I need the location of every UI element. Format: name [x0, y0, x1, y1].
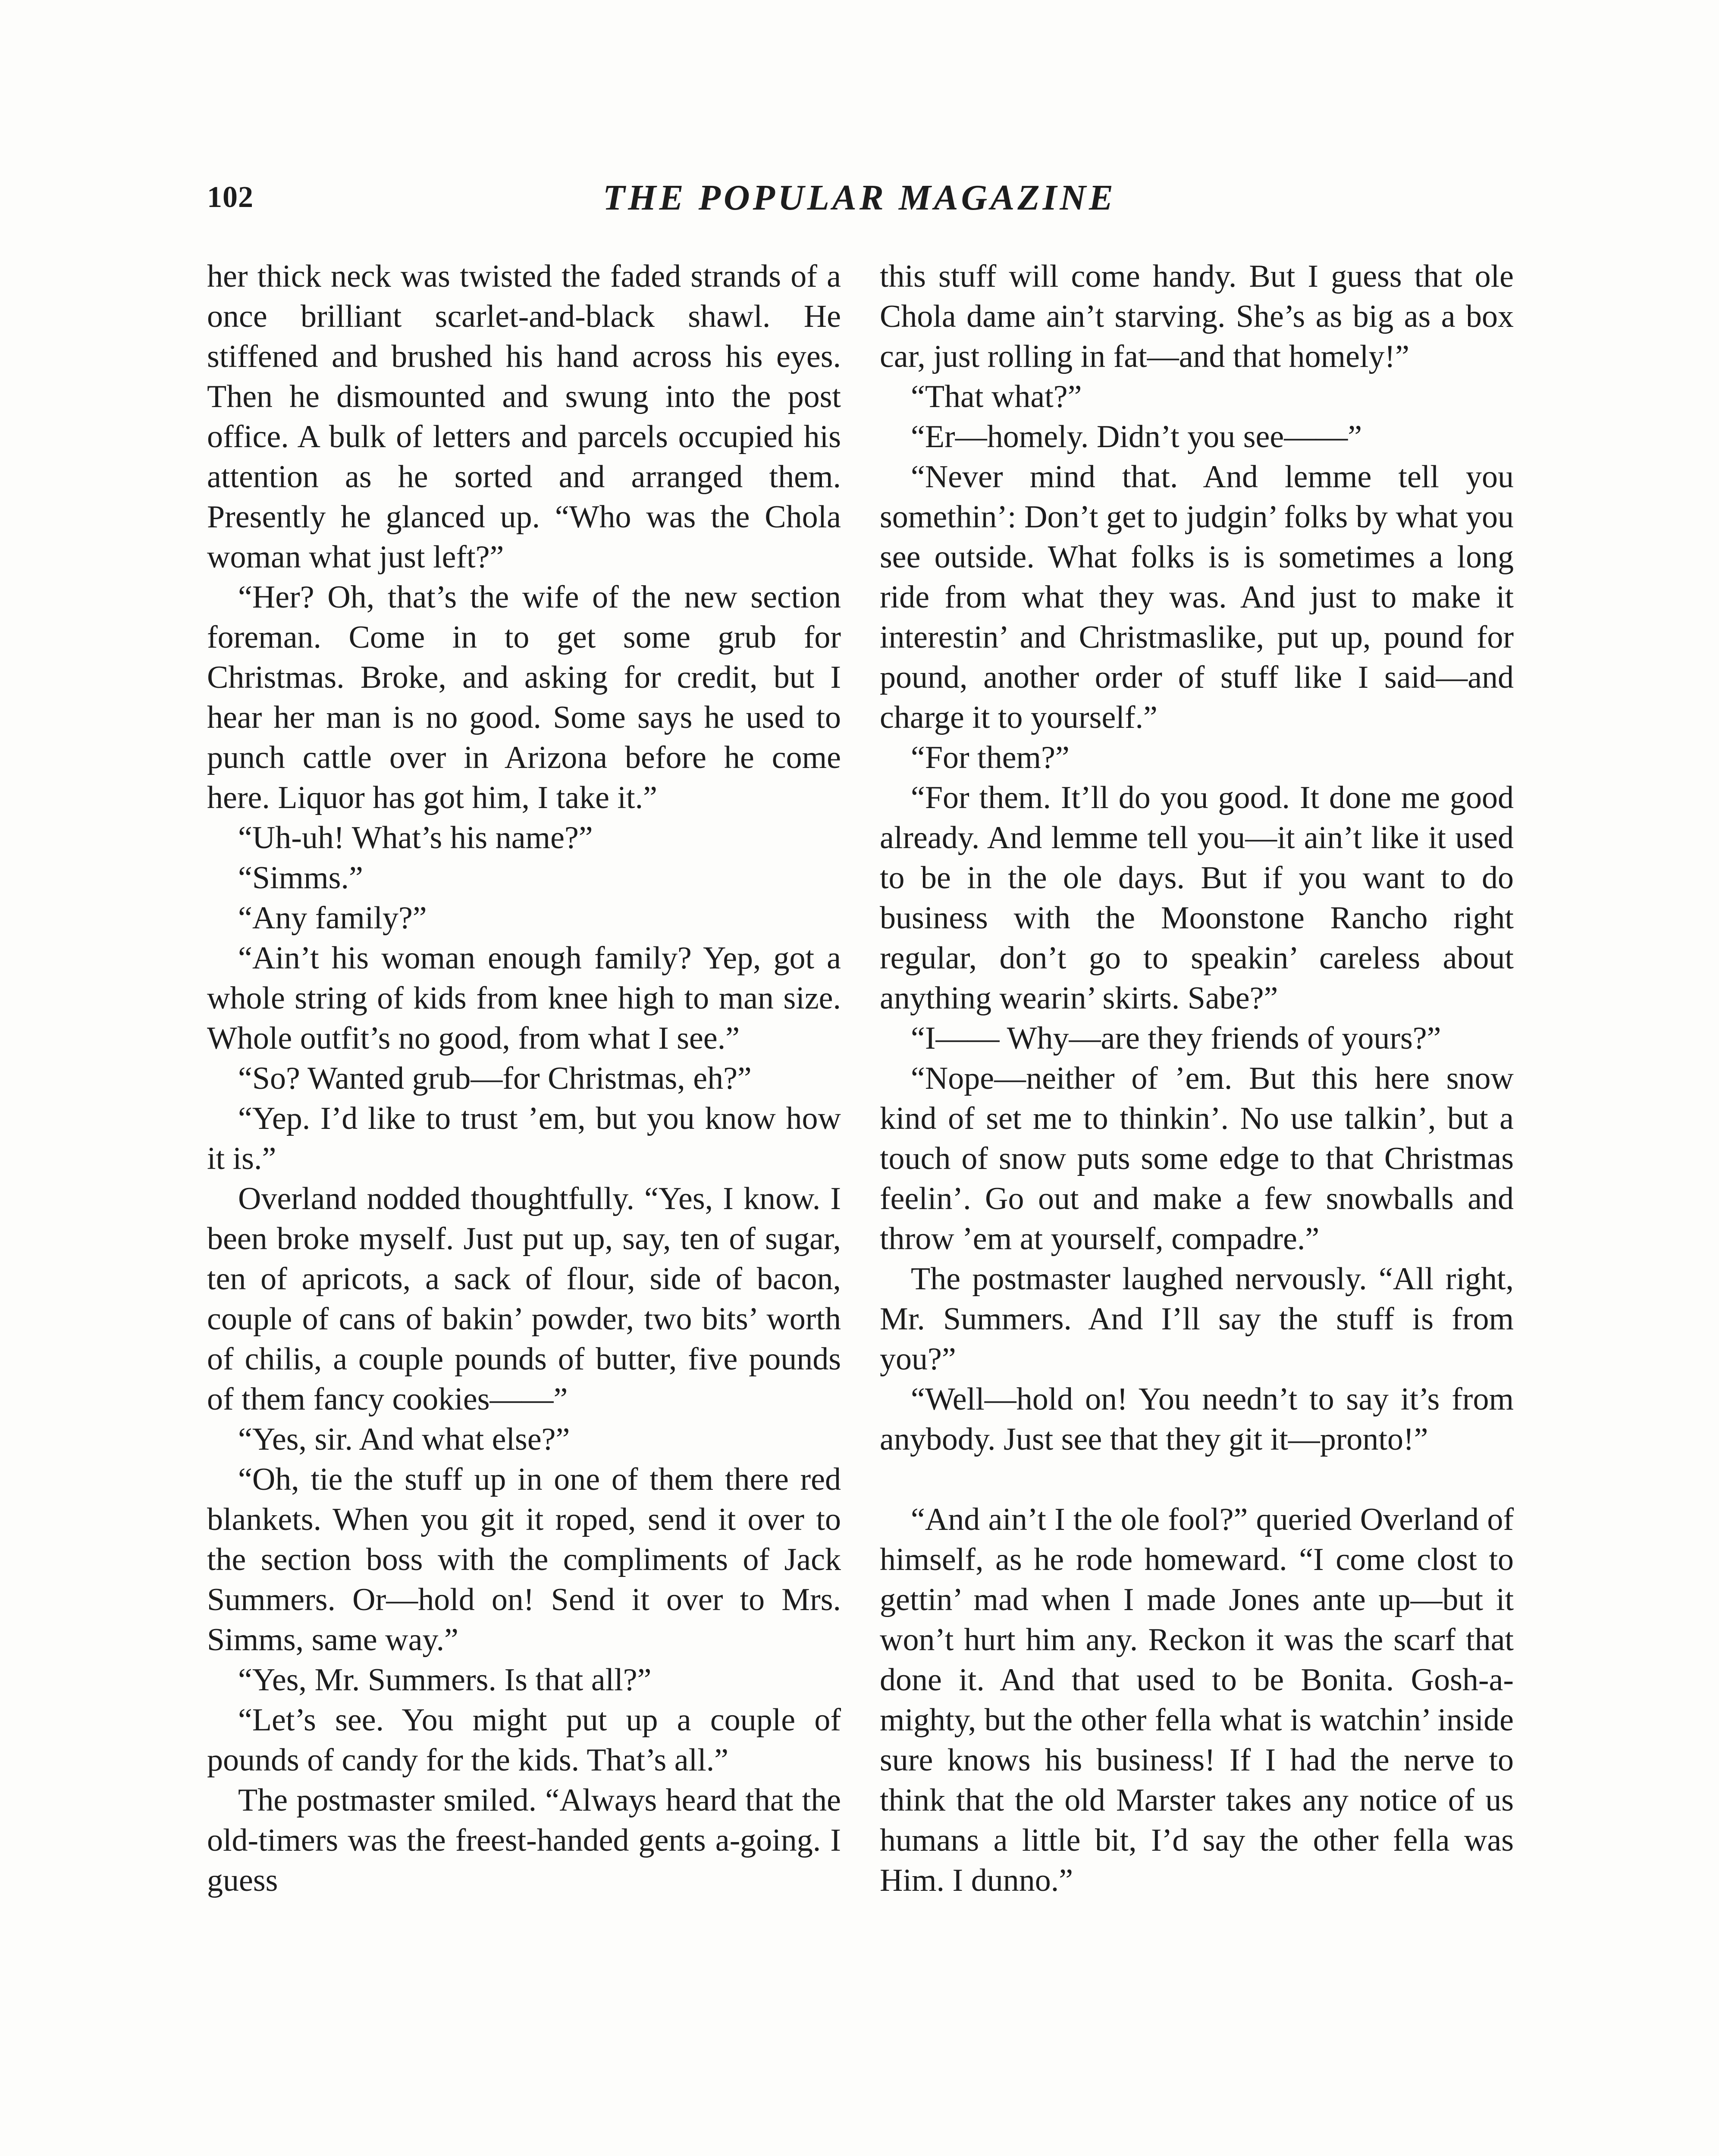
paragraph: her thick neck was twisted the faded strands of a once brilliant scarlet-and-black shawl. He stiffened and brushed his hand across his eyes. Then he dismounted and swung into the post office. A bulk of letters and parcels occupied his attention as he sorted and arranged them. Presently he glanced up. “Who was the Chola woman what just left?” — [207, 259, 841, 575]
paragraph: “For them. It’ll do you good. It done me good already. And lemme tell you—it ain’t like it used to be in the ole days. But if you want to do business with the Moonstone Rancho right regular, don’t go to speakin’ careless about anything wearin’ skirts. Sabe?” — [880, 780, 1514, 1016]
paragraph: “Simms.” — [238, 860, 363, 896]
paragraph: “For them?” — [911, 740, 1070, 775]
paragraph: The postmaster laughed nervously. “All right, Mr. Summers. And I’ll say the stuff is from you?” — [880, 1261, 1514, 1377]
paragraph: “Oh, tie the stuff up in one of them there red blankets. When you git it roped, send it over to the section boss with the compliments of Jack Summers. Or—hold on! Send it over to Mrs. Simms, same way.” — [207, 1462, 841, 1658]
paragraph: “Her? Oh, that’s the wife of the new section foreman. Come in to get some grub for Christmas. Broke, and asking for credit, but I hear her man is no good. Some says he used to punch cattle over in Arizona before he come here. Liquor has got him, I take it.” — [207, 580, 841, 815]
paragraph: “Ain’t his woman enough family? Yep, got a whole string of kids from knee high to man size. Whole outfit’s no good, from what I see.” — [207, 940, 841, 1056]
paragraph: “Well—hold on! You needn’t to say it’s from anybody. Just see that they git it—pronto!” — [880, 1382, 1514, 1457]
paragraph: “Nope—neither of ’em. But this here snow kind of set me to thinkin’. No use talkin’, but a touch of snow puts some edge to that Christmas feelin’. Go out and make a few snowballs and throw ’em at yourself, compadre.” — [880, 1061, 1514, 1257]
running-head: THE POPULAR MAGAZINE — [602, 178, 1117, 218]
paragraph: “Never mind that. And lemme tell you somethin’: Don’t get to judgin’ folks by what you see outside. What folks is is sometimes a long ride from what they was. And just to make it interestin’ and Christmaslike, put up, pound for pound, another order of stuff like I said—and charge it to yourself.” — [880, 459, 1514, 735]
paragraph: The postmaster smiled. “Always heard that the old-timers was the freest-handed gents a-going. I guess — [207, 1783, 841, 1898]
paragraph: “Any family?” — [238, 900, 427, 936]
right-column — [880, 257, 1514, 1901]
paragraph: Overland nodded thoughtfully. “Yes, I know. I been broke myself. Just put up, say, ten of sugar, ten of apricots, a sack of flour, side of bacon, couple of cans of bakin’ powder, two bits’ worth of chilis, a couple pounds of butter, five pounds of them fancy cookies——” — [207, 1181, 841, 1417]
paragraph: “Yep. I’d like to trust ’em, but you know how it is.” — [207, 1101, 841, 1176]
paragraph: this stuff will come handy. But I guess that ole Chola dame ain’t starving. She’s as big as a box car, just rolling in fat—and that homely!” — [880, 259, 1514, 374]
paragraph: “I—— Why—are they friends of yours?” — [911, 1021, 1441, 1056]
left-column — [207, 257, 841, 1901]
paragraph: “And ain’t I the ole fool?” queried Overland of himself, as he rode homeward. “I come clost to gettin’ mad when I made Jones ante up—but it won’t hurt him any. Reckon it was the scarf that done it. And that used to be Bonita. Gosh-a-mighty, but the other fella what is watchin’ inside sure knows his business! If I had the nerve to think that the old Marster takes any notice of us humans a little bit, I’d say the other fella was Him. I dunno.” — [880, 1502, 1514, 1898]
paragraph: “Yes, Mr. Summers. Is that all?” — [238, 1662, 652, 1698]
paragraph: “Let’s see. You might put up a couple of pounds of candy for the kids. That’s all.” — [207, 1702, 841, 1778]
page-number: 102 — [207, 181, 254, 214]
paragraph: “Uh-uh! What’s his name?” — [238, 820, 593, 856]
paragraph: “That what?” — [911, 379, 1082, 414]
paragraph: “So? Wanted grub—for Christmas, eh?” — [238, 1061, 752, 1096]
paragraph: “Yes, sir. And what else?” — [238, 1422, 570, 1457]
paragraph: “Er—homely. Didn’t you see——” — [911, 419, 1362, 454]
